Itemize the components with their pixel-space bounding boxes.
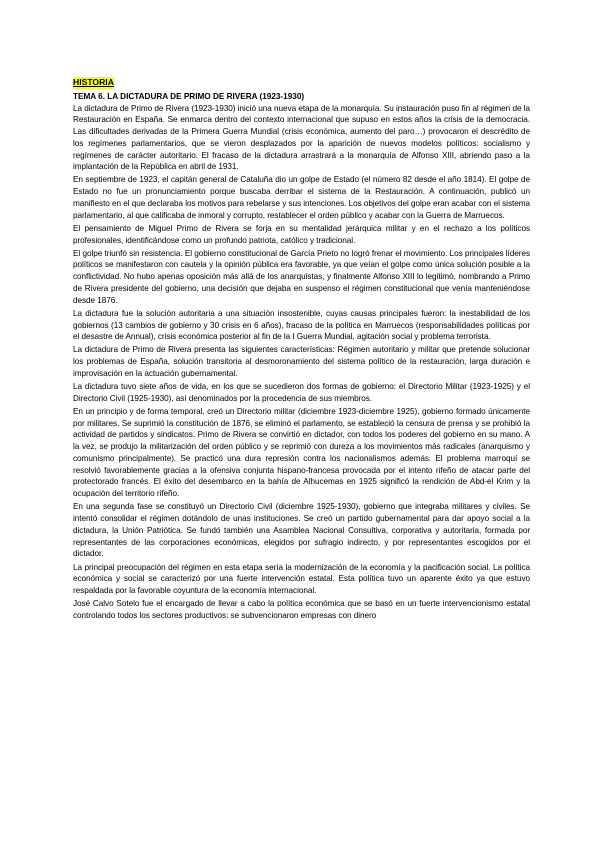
paragraph: En un principio y de forma temporal, creó un Directorio militar (diciembre 1923-diciembre 1925), gobierno formado únicamente por militares. Se suprimió la constitución de 1876, se eliminó el parlamento, se estableció la censura de prensa y se prohibió la actividad de partidos y sindicatos. Primo de Rivera se convirtió en dictador, con todos los poderes del gobierno en su mano. A la vez, se produjo la militarización del orden público y se reprimió con dureza a los movimientos más radicales (anarquismo y comunismo principalmente). Se practicó una dura represión contra los nacionalismos además. El problema marroquí se resolvió favorablemente gracias a la ofensiva conjunta hispano-francesa provocada por el intento rifeño de atacar parte del protectorado francés. El éxito del desembarco en la bahía de Alhucemas en 1925 significó la rendición de Abd-el Krim y la ocupación del territorio rifeño. bbox=[73, 406, 530, 499]
paragraph: En septiembre de 1923, el capitán general de Cataluña dio un golpe de Estado (el número 82 desde el año 1814). El golpe de Estado no fue un pronunciamiento porque buscaba derribar el sistema de la Restauración. A continuación, publicó un manifiesto en el que declaraba los motivos para rebelarse y sus intenciones. Los objetivos del golpe eran acabar con el sistema parlamentario, al que calificaba de inmoral y corrupto, restablecer el orden público y acabar con la Guerra de Marruecos. bbox=[73, 175, 530, 220]
document-subtitle: TEMA 6. LA DICTADURA DE PRIMO DE RIVERA (1923-1930) bbox=[73, 92, 305, 101]
paragraph: La dictadura tuvo siete años de vida, en los que se sucedieron dos formas de gobierno: el Directorio Militar (1923-1925) y el Directorio Civil (1925-1930), así denominados por la procedencia de sus miembros. bbox=[73, 382, 530, 403]
paragraph: José Calvo Sotelo fue el encargado de llevar a cabo la política económica que se basó en un fuerte intervencionismo estatal controlando todos los sectores productivos: se subvencionaron empresas con dinero bbox=[73, 599, 530, 620]
paragraph: La dictadura de Primo de Rivera (1923-1930) inició una nueva etapa de la monarquía. Su instauración puso fin al régimen de la Restauración en España. Se enmarca dentro del contexto internacional que supuso en estos años la crisis de la democracia. Las dificultades derivadas de la Primera Guerra Mundial (crisis económica, aumento del paro…) provocaron el descrédito de los regímenes parlamentarios, que se vieron desplazados por la aparición de nuevos modelos políticos: socialismo y regímenes de carácter autoritario. El fracaso de la dictadura arrastrará a la monarquía de Alfonso XIII, abriendo paso a la implantación de la República en abril de 1931. bbox=[73, 103, 530, 172]
paragraph: El golpe triunfó sin resistencia. El gobierno constitucional de García Prieto no logró frenar el movimiento. Los principales líderes políticos se manifestaron con cautela y la opinión pública era favorable, ya que veían el golpe como única solución posible a la conflictividad. No hubo apenas oposición más allá de los anarquistas, y finalmente Alfonso XIII lo legitimó, nombrando a Primo de Rivera presidente del gobierno, una decisión que dejaba en suspenso el régimen constitucional que venía manteniéndose desde 1876. bbox=[73, 248, 530, 305]
paragraph: En una segunda fase se constituyó un Directorio Civil (diciembre 1925-1930), gobierno que integraba militares y civiles. Se intentó consolidar el régimen dotándolo de unas instituciones. Se creó un partido gubernamental para dar apoyo social a la dictadura, la Unión Patriótica. Se fundó también una Asamblea Nacional Consultiva, corporativa y autoritaria, formada por representantes de las corporaciones económicas, elegidos por sufragio indirecto, y por representantes escogidos por el dictador. bbox=[73, 502, 530, 559]
document-heading: HISTORIA bbox=[73, 77, 114, 87]
document-body bbox=[73, 103, 530, 622]
paragraph: La dictadura fue la solución autoritaria a una situación insostenible, cuyas causas principales fueron: la inestabilidad de los gobiernos (13 cambios de gobierno y 30 crisis en 6 años), fracaso de la política en Marruecos (responsabilidades políticas por el desastre de Annual), crisis económica posterior al fin de la I Guerra Mundial, agitación social y problema terrorista. bbox=[73, 308, 530, 342]
paragraph: La dictadura de Primo de Rivera presenta las siguientes características: Régimen autoritario y militar que pretende solucionar los problemas de España, solución transitoria al desmoronamiento del sistema político de la restauración, larga duración e improvisación en la actuación gubernamental. bbox=[73, 345, 530, 378]
paragraph: El pensamiento de Miguel Primo de Rivera se forja en su mentalidad jerárquica militar y en el rechazo a los políticos profesionales, identificándose como un profundo patriota, católico y tradicional. bbox=[73, 223, 530, 245]
paragraph: La principal preocupación del régimen en esta etapa sería la modernización de la economía y la pacificación social. La política económica y social se caracterizó por una fuerte intervención estatal. Esta política tuvo un aparente éxito ya que estuvo respaldada por la favorable coyuntura de la economía internacional. bbox=[73, 562, 530, 596]
